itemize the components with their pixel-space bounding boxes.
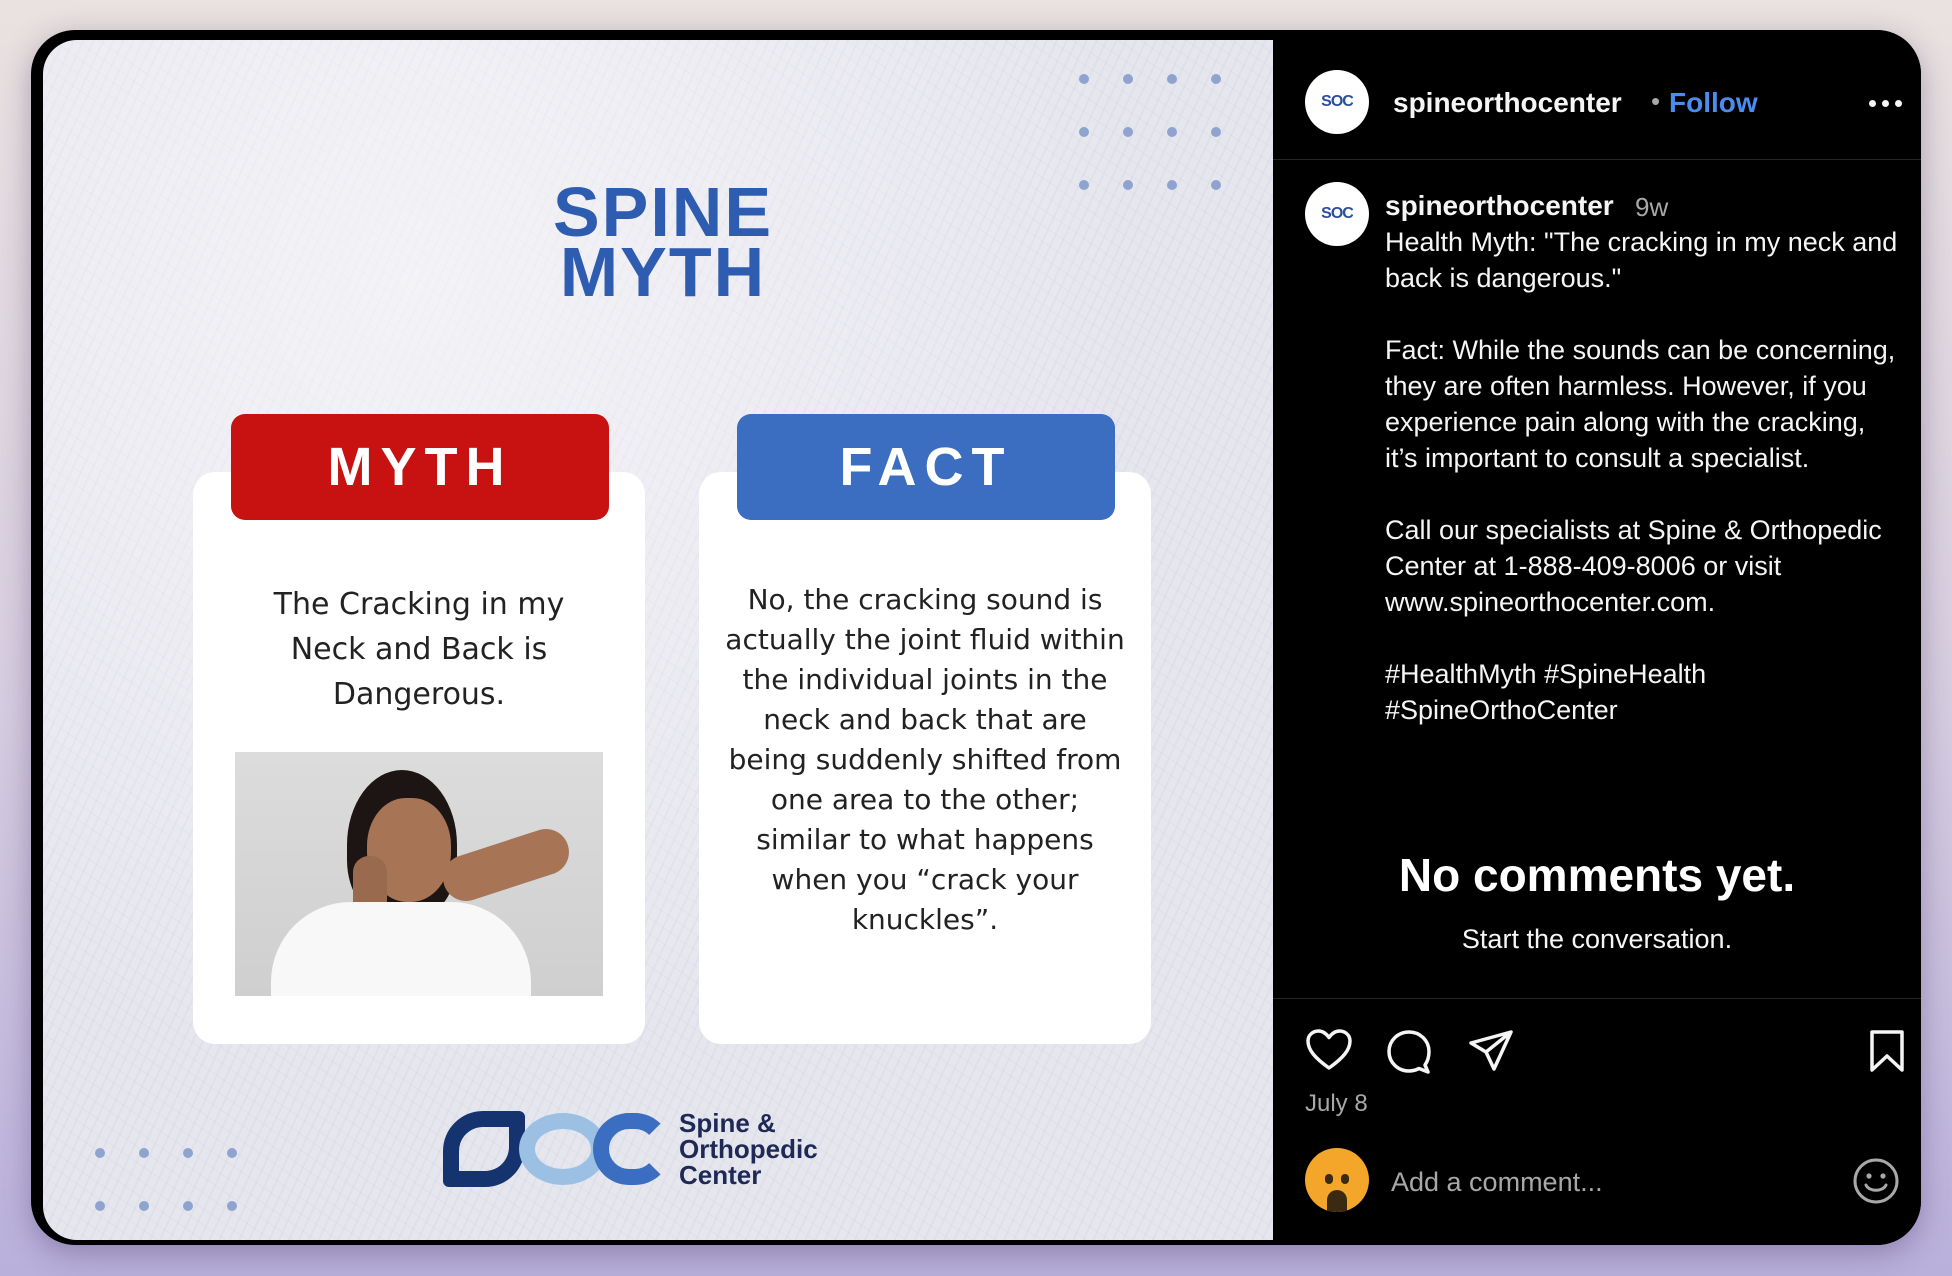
comment-icon[interactable]	[1385, 1028, 1433, 1074]
actions-divider	[1273, 998, 1921, 999]
bookmark-icon[interactable]	[1867, 1028, 1907, 1074]
no-comments-subtitle: Start the conversation.	[1461, 924, 1733, 954]
post-sidebar	[1273, 30, 1921, 1245]
fact-badge: FACT	[737, 414, 1115, 520]
share-icon[interactable]	[1467, 1028, 1515, 1074]
comment-input[interactable]	[1391, 1162, 1831, 1202]
smiley-icon[interactable]	[1851, 1156, 1901, 1206]
follow-button[interactable]: Follow	[1669, 87, 1758, 118]
logo-word: Spine &	[679, 1108, 776, 1138]
account-avatar[interactable]: SOC	[1305, 70, 1369, 134]
current-user-avatar	[1305, 1148, 1369, 1212]
logo-word: Orthopedic	[679, 1134, 818, 1164]
decorative-dots	[1079, 74, 1221, 190]
myth-badge: MYTH	[231, 414, 609, 520]
myth-text: The Cracking in my Neck and Back is Dangerous.	[273, 587, 565, 712]
headline-line: MYTH	[559, 233, 767, 311]
post-date[interactable]: July 8	[1305, 1090, 1368, 1117]
fact-text: No, the cracking sound is actually the joint fluid within the individual joints in the neck and back that are being suddenly shifted from one area to the other; similar to what happens when you “crack your knuckles”.	[725, 583, 1125, 936]
post-modal	[31, 30, 1921, 1245]
logo-wordmark	[679, 1110, 818, 1188]
heart-icon[interactable]	[1305, 1028, 1353, 1072]
caption-avatar[interactable]: SOC	[1305, 182, 1369, 246]
post-header	[1273, 30, 1921, 160]
woman-neck-pain-photo	[235, 752, 603, 996]
soc-logo	[443, 1110, 818, 1188]
caption-username[interactable]: spineorthocenter	[1385, 190, 1614, 221]
post-image[interactable]	[43, 40, 1273, 1240]
logo-word: Center	[679, 1160, 762, 1190]
headline-line: SPINE	[552, 173, 774, 251]
image-headline	[463, 173, 863, 311]
caption-text: Health Myth: "The cracking in my neck and back is dangerous." Fact: While the sounds can be concerning, they are often harmless. However, if you experience pain along with the cracking, it’s important to consult a specialist. Call our specialists at Spine & Orthopedic Center at 1-888-409-8006 or visit www.spineorthocenter.com. #HealthMyth #SpineHealth #SpineOrthoCenter	[1385, 227, 1898, 725]
header-separator: •	[1651, 86, 1661, 116]
decorative-dots	[95, 1148, 237, 1240]
header-username[interactable]: spineorthocenter	[1393, 87, 1622, 118]
soc-logo-mark	[443, 1111, 671, 1187]
caption-timestamp[interactable]: 9w	[1635, 192, 1669, 222]
no-comments-title: No comments yet.	[1398, 849, 1796, 901]
more-options-icon[interactable]	[1869, 100, 1902, 107]
